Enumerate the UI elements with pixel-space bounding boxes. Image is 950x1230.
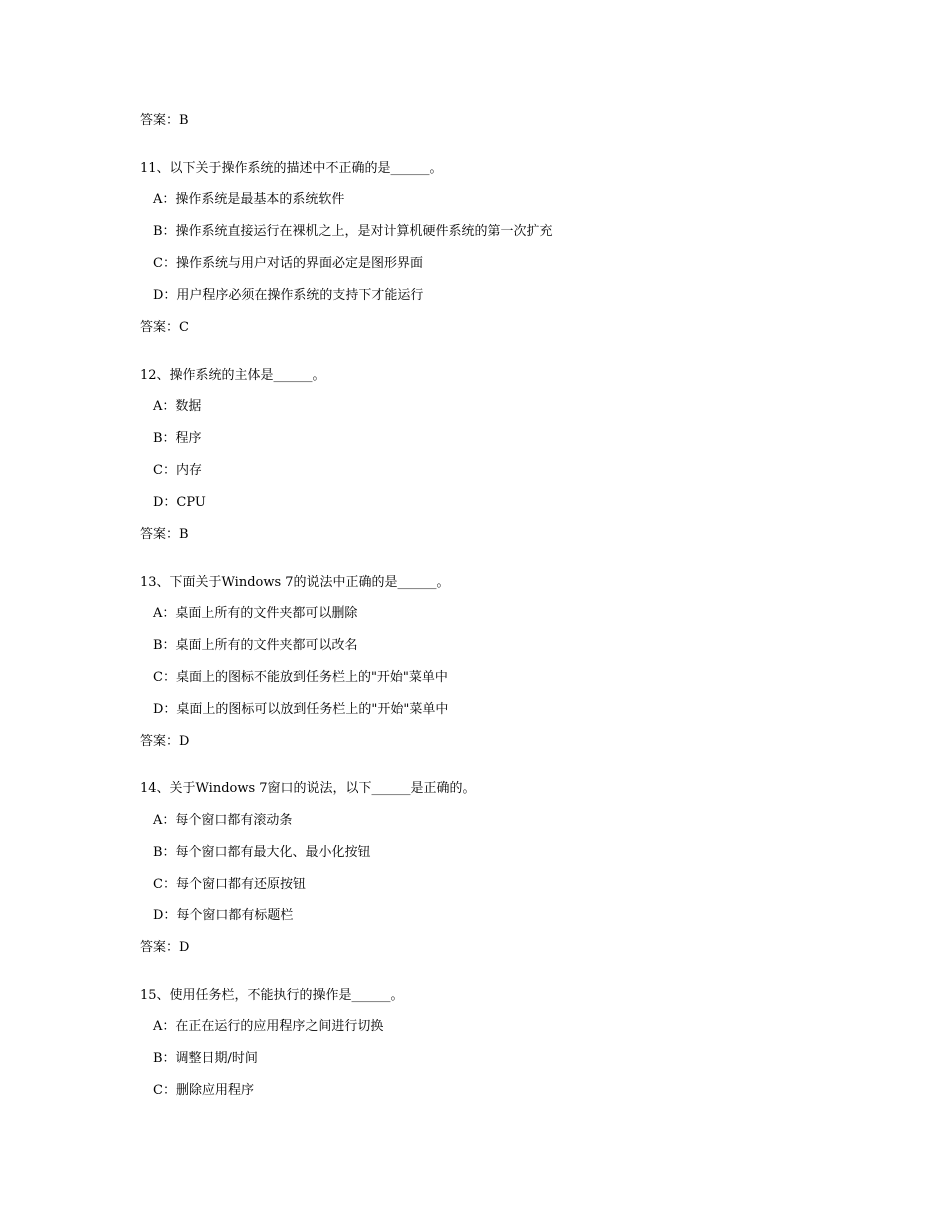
option-line: A：数据 [153,399,202,414]
answer-line: 答案：D [140,734,190,749]
option-line: C：桌面上的图标不能放到任务栏上的"开始"菜单中 [153,670,448,685]
question-15: 15、使用任务栏，不能执行的操作是______。 [140,988,404,1003]
option-line: C：每个窗口都有还原按钮 [153,877,306,892]
option-line: D：每个窗口都有标题栏 [153,908,294,923]
option-line: C：删除应用程序 [153,1083,254,1098]
answer-line: 答案：B [140,113,189,128]
option-line: D：桌面上的图标可以放到任务栏上的"开始"菜单中 [153,702,449,717]
option-line: D：用户程序必须在操作系统的支持下才能运行 [153,288,424,303]
option-line: C：操作系统与用户对话的界面必定是图形界面 [153,256,423,271]
question-12: 12、操作系统的主体是______。 [140,368,326,383]
answer-line: 答案：B [140,527,189,542]
option-line: A：在正在运行的应用程序之间进行切换 [153,1019,384,1034]
question-14: 14、关于Windows 7窗口的说法，以下______是正确的。 [140,781,476,796]
option-line: B：操作系统直接运行在裸机之上，是对计算机硬件系统的第一次扩充 [153,224,553,239]
option-line: D：CPU [153,495,206,510]
answer-line: 答案：C [140,320,189,335]
answer-line: 答案：D [140,940,190,955]
question-11: 11、以下关于操作系统的描述中不正确的是______。 [140,161,443,176]
option-line: B：每个窗口都有最大化、最小化按钮 [153,845,371,860]
question-13: 13、下面关于Windows 7的说法中正确的是______。 [140,575,450,590]
option-line: A：桌面上所有的文件夹都可以删除 [153,606,358,621]
option-line: C：内存 [153,463,202,478]
option-line: A：每个窗口都有滚动条 [153,813,293,828]
option-line: B：桌面上所有的文件夹都可以改名 [153,638,358,653]
option-line: A：操作系统是最基本的系统软件 [153,192,345,207]
option-line: B：程序 [153,431,202,446]
option-line: B：调整日期/时间 [153,1051,258,1066]
